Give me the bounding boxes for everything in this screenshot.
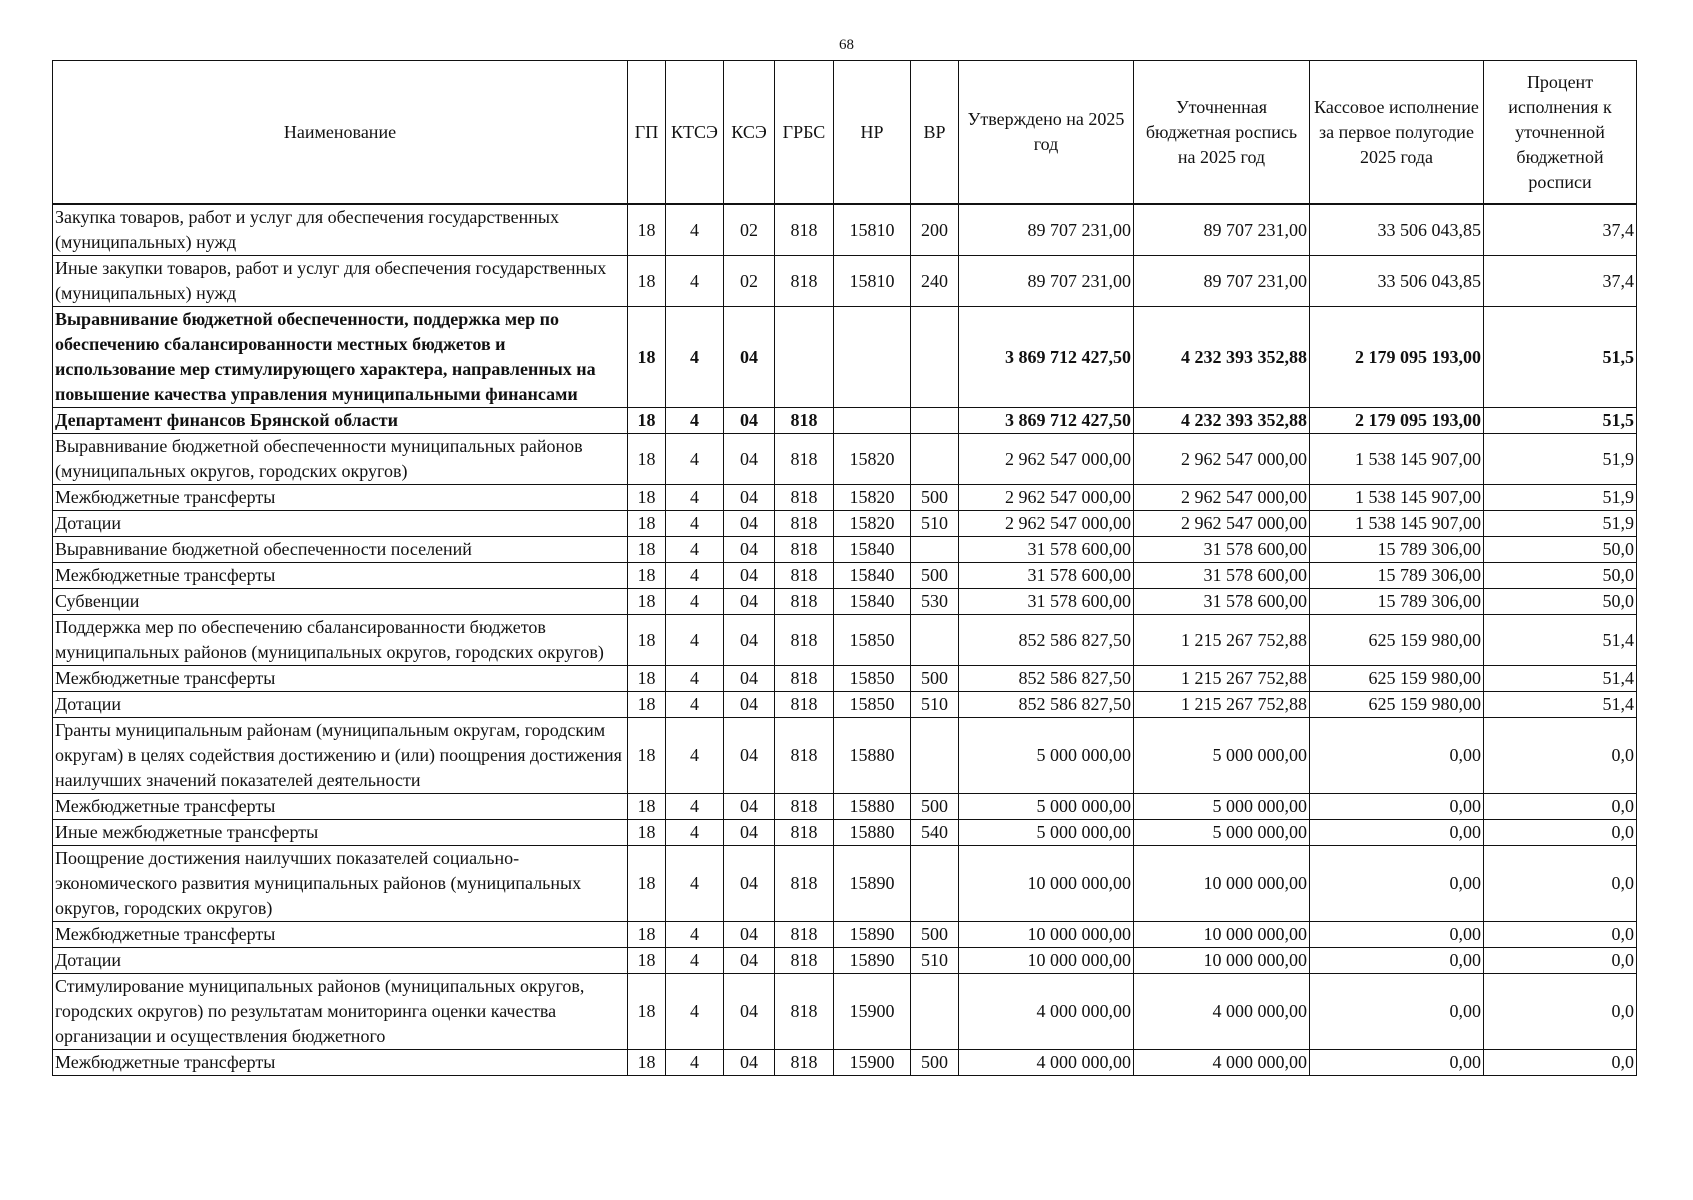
cell-vr: 500	[911, 1050, 959, 1076]
cell-approved: 31 578 600,00	[959, 563, 1134, 589]
cell-vr	[911, 408, 959, 434]
cell-refined: 5 000 000,00	[1134, 718, 1310, 794]
cell-grbs: 818	[775, 820, 834, 846]
cell-refined: 2 962 547 000,00	[1134, 485, 1310, 511]
cell-ktse: 4	[666, 846, 724, 922]
cell-ktse: 4	[666, 589, 724, 615]
cell-approved: 3 869 712 427,50	[959, 307, 1134, 408]
cell-nr	[834, 307, 911, 408]
cell-refined: 4 232 393 352,88	[1134, 408, 1310, 434]
cell-kse: 04	[724, 615, 775, 666]
cell-cash: 15 789 306,00	[1310, 537, 1484, 563]
table-row	[53, 794, 1637, 820]
cell-kse: 04	[724, 307, 775, 408]
cell-gp: 18	[628, 307, 666, 408]
cell-nr	[834, 408, 911, 434]
cell-grbs: 818	[775, 408, 834, 434]
cell-refined: 1 215 267 752,88	[1134, 692, 1310, 718]
table-row	[53, 922, 1637, 948]
cell-name: Дотации	[53, 511, 628, 537]
cell-vr: 500	[911, 666, 959, 692]
cell-percent: 0,0	[1484, 820, 1637, 846]
column-header-refined: Уточненная бюджетная роспись на 2025 год	[1134, 61, 1310, 205]
cell-refined: 31 578 600,00	[1134, 589, 1310, 615]
cell-nr: 15900	[834, 1050, 911, 1076]
column-header-gp: ГП	[628, 61, 666, 205]
cell-gp: 18	[628, 563, 666, 589]
cell-percent: 0,0	[1484, 974, 1637, 1050]
cell-vr: 240	[911, 256, 959, 307]
table-row	[53, 563, 1637, 589]
table-row	[53, 408, 1637, 434]
cell-refined: 31 578 600,00	[1134, 537, 1310, 563]
cell-kse: 04	[724, 922, 775, 948]
cell-cash: 15 789 306,00	[1310, 563, 1484, 589]
cell-grbs: 818	[775, 718, 834, 794]
cell-nr: 15840	[834, 537, 911, 563]
cell-refined: 2 962 547 000,00	[1134, 434, 1310, 485]
cell-gp: 18	[628, 1050, 666, 1076]
cell-cash: 0,00	[1310, 794, 1484, 820]
cell-ktse: 4	[666, 485, 724, 511]
cell-name: Иные межбюджетные трансферты	[53, 820, 628, 846]
cell-vr	[911, 718, 959, 794]
cell-ktse: 4	[666, 511, 724, 537]
cell-ktse: 4	[666, 974, 724, 1050]
cell-percent: 51,9	[1484, 434, 1637, 485]
cell-approved: 2 962 547 000,00	[959, 434, 1134, 485]
cell-name: Выравнивание бюджетной обеспеченности поселений	[53, 537, 628, 563]
table-body	[53, 204, 1637, 1076]
cell-vr: 510	[911, 511, 959, 537]
cell-refined: 5 000 000,00	[1134, 794, 1310, 820]
cell-gp: 18	[628, 846, 666, 922]
cell-approved: 2 962 547 000,00	[959, 511, 1134, 537]
cell-nr: 15880	[834, 794, 911, 820]
cell-gp: 18	[628, 434, 666, 485]
cell-name: Дотации	[53, 692, 628, 718]
cell-name: Межбюджетные трансферты	[53, 922, 628, 948]
cell-percent: 0,0	[1484, 846, 1637, 922]
cell-approved: 3 869 712 427,50	[959, 408, 1134, 434]
cell-percent: 50,0	[1484, 589, 1637, 615]
cell-approved: 2 962 547 000,00	[959, 485, 1134, 511]
cell-kse: 04	[724, 537, 775, 563]
cell-name: Стимулирование муниципальных районов (муниципальных округов, городских округов) по результатам мониторинга оценки качества организации и осуществления бюджетного	[53, 974, 628, 1050]
cell-refined: 89 707 231,00	[1134, 256, 1310, 307]
table-row	[53, 692, 1637, 718]
cell-vr: 540	[911, 820, 959, 846]
cell-kse: 04	[724, 666, 775, 692]
cell-gp: 18	[628, 511, 666, 537]
cell-vr: 510	[911, 692, 959, 718]
cell-nr: 15890	[834, 922, 911, 948]
cell-ktse: 4	[666, 692, 724, 718]
cell-name: Межбюджетные трансферты	[53, 485, 628, 511]
cell-cash: 2 179 095 193,00	[1310, 408, 1484, 434]
cell-percent: 0,0	[1484, 718, 1637, 794]
cell-approved: 89 707 231,00	[959, 204, 1134, 256]
cell-vr	[911, 537, 959, 563]
cell-refined: 2 962 547 000,00	[1134, 511, 1310, 537]
cell-nr: 15810	[834, 256, 911, 307]
cell-cash: 0,00	[1310, 948, 1484, 974]
table-row	[53, 718, 1637, 794]
column-header-approved: Утверждено на 2025 год	[959, 61, 1134, 205]
cell-ktse: 4	[666, 434, 724, 485]
column-header-percent: Процент исполнения к уточненной бюджетной росписи	[1484, 61, 1637, 205]
cell-ktse: 4	[666, 718, 724, 794]
cell-ktse: 4	[666, 948, 724, 974]
cell-approved: 4 000 000,00	[959, 974, 1134, 1050]
cell-cash: 1 538 145 907,00	[1310, 434, 1484, 485]
cell-grbs: 818	[775, 204, 834, 256]
table-row	[53, 511, 1637, 537]
cell-approved: 10 000 000,00	[959, 922, 1134, 948]
budget-table	[52, 60, 1637, 1076]
table-row	[53, 537, 1637, 563]
cell-grbs: 818	[775, 922, 834, 948]
cell-refined: 10 000 000,00	[1134, 846, 1310, 922]
cell-ktse: 4	[666, 537, 724, 563]
cell-cash: 625 159 980,00	[1310, 692, 1484, 718]
cell-ktse: 4	[666, 794, 724, 820]
cell-gp: 18	[628, 537, 666, 563]
cell-vr: 530	[911, 589, 959, 615]
table-row	[53, 434, 1637, 485]
cell-percent: 37,4	[1484, 204, 1637, 256]
cell-kse: 04	[724, 692, 775, 718]
cell-gp: 18	[628, 666, 666, 692]
cell-approved: 31 578 600,00	[959, 589, 1134, 615]
cell-gp: 18	[628, 256, 666, 307]
cell-vr	[911, 974, 959, 1050]
cell-grbs: 818	[775, 434, 834, 485]
cell-percent: 0,0	[1484, 948, 1637, 974]
cell-percent: 51,9	[1484, 511, 1637, 537]
table-row	[53, 615, 1637, 666]
cell-percent: 0,0	[1484, 922, 1637, 948]
cell-name: Иные закупки товаров, работ и услуг для обеспечения государственных (муниципальных) нужд	[53, 256, 628, 307]
cell-vr: 500	[911, 922, 959, 948]
cell-kse: 02	[724, 204, 775, 256]
cell-nr: 15850	[834, 692, 911, 718]
cell-refined: 1 215 267 752,88	[1134, 666, 1310, 692]
table-row	[53, 307, 1637, 408]
column-header-vr: ВР	[911, 61, 959, 205]
column-header-nr: НР	[834, 61, 911, 205]
cell-approved: 4 000 000,00	[959, 1050, 1134, 1076]
cell-ktse: 4	[666, 408, 724, 434]
cell-ktse: 4	[666, 204, 724, 256]
cell-vr: 500	[911, 485, 959, 511]
cell-grbs: 818	[775, 537, 834, 563]
cell-gp: 18	[628, 485, 666, 511]
cell-grbs	[775, 307, 834, 408]
cell-nr: 15820	[834, 434, 911, 485]
cell-cash: 625 159 980,00	[1310, 615, 1484, 666]
cell-nr: 15820	[834, 511, 911, 537]
cell-approved: 31 578 600,00	[959, 537, 1134, 563]
cell-percent: 51,5	[1484, 408, 1637, 434]
cell-cash: 0,00	[1310, 1050, 1484, 1076]
cell-percent: 51,5	[1484, 307, 1637, 408]
cell-cash: 625 159 980,00	[1310, 666, 1484, 692]
cell-name: Межбюджетные трансферты	[53, 563, 628, 589]
cell-vr: 500	[911, 794, 959, 820]
header-row	[53, 61, 1637, 205]
cell-cash: 15 789 306,00	[1310, 589, 1484, 615]
cell-refined: 89 707 231,00	[1134, 204, 1310, 256]
cell-percent: 0,0	[1484, 794, 1637, 820]
cell-cash: 0,00	[1310, 718, 1484, 794]
cell-gp: 18	[628, 948, 666, 974]
cell-vr: 510	[911, 948, 959, 974]
cell-gp: 18	[628, 204, 666, 256]
cell-kse: 04	[724, 563, 775, 589]
cell-name: Межбюджетные трансферты	[53, 666, 628, 692]
cell-grbs: 818	[775, 563, 834, 589]
cell-ktse: 4	[666, 666, 724, 692]
cell-nr: 15840	[834, 563, 911, 589]
cell-gp: 18	[628, 589, 666, 615]
table-row	[53, 974, 1637, 1050]
cell-gp: 18	[628, 692, 666, 718]
cell-cash: 0,00	[1310, 820, 1484, 846]
cell-ktse: 4	[666, 922, 724, 948]
cell-grbs: 818	[775, 485, 834, 511]
cell-gp: 18	[628, 718, 666, 794]
cell-ktse: 4	[666, 563, 724, 589]
cell-cash: 2 179 095 193,00	[1310, 307, 1484, 408]
cell-name: Субвенции	[53, 589, 628, 615]
column-header-kse: КСЭ	[724, 61, 775, 205]
table-row	[53, 666, 1637, 692]
table-row	[53, 820, 1637, 846]
cell-kse: 04	[724, 820, 775, 846]
cell-vr: 500	[911, 563, 959, 589]
cell-ktse: 4	[666, 820, 724, 846]
cell-nr: 15880	[834, 820, 911, 846]
cell-vr	[911, 434, 959, 485]
cell-kse: 04	[724, 1050, 775, 1076]
column-header-grbs: ГРБС	[775, 61, 834, 205]
cell-nr: 15820	[834, 485, 911, 511]
cell-kse: 04	[724, 408, 775, 434]
cell-grbs: 818	[775, 511, 834, 537]
cell-refined: 10 000 000,00	[1134, 922, 1310, 948]
cell-percent: 50,0	[1484, 537, 1637, 563]
cell-ktse: 4	[666, 256, 724, 307]
table-row	[53, 204, 1637, 256]
table-row	[53, 948, 1637, 974]
cell-name: Межбюджетные трансферты	[53, 794, 628, 820]
cell-approved: 5 000 000,00	[959, 820, 1134, 846]
cell-name: Дотации	[53, 948, 628, 974]
cell-cash: 33 506 043,85	[1310, 204, 1484, 256]
cell-grbs: 818	[775, 692, 834, 718]
cell-cash: 0,00	[1310, 922, 1484, 948]
cell-refined: 5 000 000,00	[1134, 820, 1310, 846]
cell-gp: 18	[628, 922, 666, 948]
cell-grbs: 818	[775, 666, 834, 692]
cell-percent: 51,4	[1484, 692, 1637, 718]
cell-name: Поддержка мер по обеспечению сбалансированности бюджетов муниципальных районов (муниципальных округов, городских округов)	[53, 615, 628, 666]
cell-name: Гранты муниципальным районам (муниципальным округам, городским округам) в целях содействия достижению и (или) поощрения достижения наилучших значений показателей деятельности	[53, 718, 628, 794]
cell-name: Закупка товаров, работ и услуг для обеспечения государственных (муниципальных) нужд	[53, 204, 628, 256]
cell-vr	[911, 307, 959, 408]
table-row	[53, 256, 1637, 307]
cell-grbs: 818	[775, 794, 834, 820]
cell-kse: 04	[724, 718, 775, 794]
cell-approved: 852 586 827,50	[959, 692, 1134, 718]
cell-percent: 51,4	[1484, 615, 1637, 666]
cell-refined: 4 232 393 352,88	[1134, 307, 1310, 408]
cell-kse: 04	[724, 589, 775, 615]
table-row	[53, 846, 1637, 922]
cell-refined: 4 000 000,00	[1134, 974, 1310, 1050]
cell-grbs: 818	[775, 974, 834, 1050]
table-row	[53, 589, 1637, 615]
cell-kse: 04	[724, 511, 775, 537]
cell-approved: 852 586 827,50	[959, 666, 1134, 692]
cell-vr	[911, 846, 959, 922]
cell-nr: 15840	[834, 589, 911, 615]
cell-ktse: 4	[666, 615, 724, 666]
cell-name: Поощрение достижения наилучших показателей социально-экономического развития муниципальных районов (муниципальных округов, городских округов)	[53, 846, 628, 922]
cell-grbs: 818	[775, 256, 834, 307]
cell-cash: 33 506 043,85	[1310, 256, 1484, 307]
page-number: 68	[839, 37, 854, 53]
cell-kse: 04	[724, 974, 775, 1050]
cell-name: Выравнивание бюджетной обеспеченности муниципальных районов (муниципальных округов, городских округов)	[53, 434, 628, 485]
table-row	[53, 485, 1637, 511]
cell-cash: 0,00	[1310, 974, 1484, 1050]
cell-percent: 51,4	[1484, 666, 1637, 692]
cell-gp: 18	[628, 615, 666, 666]
cell-gp: 18	[628, 408, 666, 434]
cell-refined: 31 578 600,00	[1134, 563, 1310, 589]
cell-nr: 15880	[834, 718, 911, 794]
cell-gp: 18	[628, 794, 666, 820]
cell-nr: 15810	[834, 204, 911, 256]
cell-refined: 10 000 000,00	[1134, 948, 1310, 974]
cell-name: Департамент финансов Брянской области	[53, 408, 628, 434]
cell-refined: 4 000 000,00	[1134, 1050, 1310, 1076]
cell-refined: 1 215 267 752,88	[1134, 615, 1310, 666]
cell-nr: 15850	[834, 666, 911, 692]
cell-nr: 15890	[834, 846, 911, 922]
cell-kse: 02	[724, 256, 775, 307]
cell-grbs: 818	[775, 846, 834, 922]
cell-name: Выравнивание бюджетной обеспеченности, поддержка мер по обеспечению сбалансированности местных бюджетов и использование мер стимулирующего характера, направленных на повышение качества управления муниципальными финансами	[53, 307, 628, 408]
cell-nr: 15890	[834, 948, 911, 974]
cell-cash: 0,00	[1310, 846, 1484, 922]
cell-cash: 1 538 145 907,00	[1310, 485, 1484, 511]
cell-percent: 0,0	[1484, 1050, 1637, 1076]
cell-ktse: 4	[666, 1050, 724, 1076]
cell-ktse: 4	[666, 307, 724, 408]
cell-grbs: 818	[775, 615, 834, 666]
cell-grbs: 818	[775, 1050, 834, 1076]
cell-vr: 200	[911, 204, 959, 256]
cell-grbs: 818	[775, 589, 834, 615]
cell-kse: 04	[724, 794, 775, 820]
cell-vr	[911, 615, 959, 666]
cell-grbs: 818	[775, 948, 834, 974]
cell-approved: 10 000 000,00	[959, 948, 1134, 974]
cell-gp: 18	[628, 820, 666, 846]
cell-cash: 1 538 145 907,00	[1310, 511, 1484, 537]
column-header-ktse: КТСЭ	[666, 61, 724, 205]
column-header-name: Наименование	[53, 61, 628, 205]
cell-nr: 15900	[834, 974, 911, 1050]
cell-percent: 51,9	[1484, 485, 1637, 511]
column-header-cash: Кассовое исполнение за первое полугодие 2025 года	[1310, 61, 1484, 205]
cell-approved: 5 000 000,00	[959, 794, 1134, 820]
cell-approved: 89 707 231,00	[959, 256, 1134, 307]
cell-percent: 37,4	[1484, 256, 1637, 307]
cell-name: Межбюджетные трансферты	[53, 1050, 628, 1076]
cell-gp: 18	[628, 974, 666, 1050]
cell-kse: 04	[724, 948, 775, 974]
cell-approved: 5 000 000,00	[959, 718, 1134, 794]
cell-nr: 15850	[834, 615, 911, 666]
cell-kse: 04	[724, 434, 775, 485]
cell-approved: 852 586 827,50	[959, 615, 1134, 666]
cell-approved: 10 000 000,00	[959, 846, 1134, 922]
cell-kse: 04	[724, 846, 775, 922]
cell-kse: 04	[724, 485, 775, 511]
table-row	[53, 1050, 1637, 1076]
cell-percent: 50,0	[1484, 563, 1637, 589]
